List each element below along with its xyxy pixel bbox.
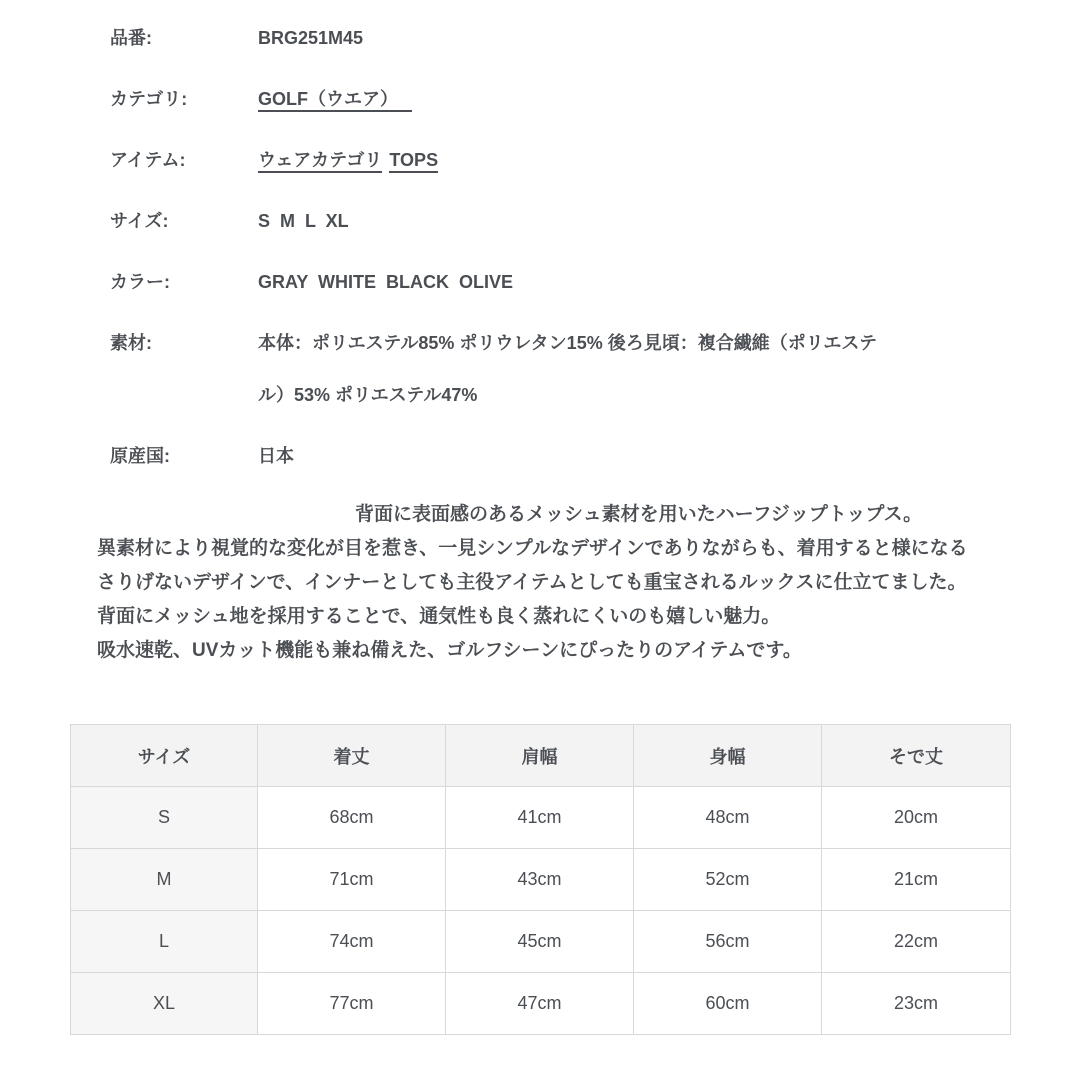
- size-chart-size-cell: M: [71, 849, 258, 911]
- spec-label-material: 素材:: [110, 333, 152, 353]
- size-chart-header-cell: サイズ: [71, 725, 258, 787]
- product-description: [97, 498, 1060, 668]
- size-chart-size-cell: L: [71, 911, 258, 973]
- size-chart-cell: 45cm: [446, 911, 634, 973]
- size-chart-header-cell: 肩幅: [446, 725, 634, 787]
- size-chart-cell: 22cm: [822, 911, 1011, 973]
- spec-row-item: [110, 134, 1080, 186]
- spec-value-material: 本体：ポリエステル85% ポリウレタン15% 後ろ見頃：複合繊維（ポリエステル）53% ポリエステル47%: [258, 333, 877, 405]
- size-chart-cell: 68cm: [258, 787, 446, 849]
- size-chart-header-cell: 身幅: [634, 725, 822, 787]
- size-chart-table: [70, 724, 1011, 1035]
- size-chart-cell: 47cm: [446, 973, 634, 1035]
- spec-row-size: [110, 195, 1080, 247]
- spec-link-item-0[interactable]: ウェアカテゴリ: [258, 150, 382, 173]
- size-chart-cell: 74cm: [258, 911, 446, 973]
- spec-link-item-1[interactable]: TOPS: [389, 150, 438, 173]
- spec-value-origin: 日本: [258, 446, 294, 466]
- size-chart-cell: 60cm: [634, 973, 822, 1035]
- description-line: さりげないデザインで、インナーとしても主役アイテムとしても重宝されるルックスに仕立てました。: [97, 572, 967, 593]
- spec-value-item: [258, 134, 438, 186]
- size-chart-cell: 48cm: [634, 787, 822, 849]
- spec-value-item-number: BRG251M45: [258, 28, 364, 48]
- size-chart-cell: 43cm: [446, 849, 634, 911]
- spec-label-origin: 原産国:: [110, 446, 170, 466]
- size-chart-size-cell: XL: [71, 973, 258, 1035]
- description-line: 吸水速乾、UVカット機能も兼ね備えた、ゴルフシーンにぴったりのアイテムです。: [97, 640, 802, 661]
- spec-label-color: カラー:: [110, 272, 170, 292]
- size-chart-cell: 23cm: [822, 973, 1011, 1035]
- spec-link-category-0[interactable]: GOLF（ウエア）: [258, 89, 412, 112]
- size-chart-header-cell: 着丈: [258, 725, 446, 787]
- spec-value-size: S M L XL: [258, 211, 349, 231]
- size-chart-cell: 41cm: [446, 787, 634, 849]
- spec-row-color: [110, 256, 1080, 308]
- size-chart-cell: 56cm: [634, 911, 822, 973]
- size-chart-header-row: [71, 725, 1011, 787]
- size-chart-size-cell: S: [71, 787, 258, 849]
- size-chart-cell: 77cm: [258, 973, 446, 1035]
- spec-row-material: [110, 317, 1080, 421]
- spec-label-category: カテゴリ:: [110, 89, 188, 109]
- size-chart-row-S: [71, 787, 1011, 849]
- description-line: 背面に表面感のあるメッシュ素材を用いたハーフジップトップス。: [355, 504, 923, 525]
- description-line: 背面にメッシュ地を採用することで、通気性も良く蒸れにくいのも嬉しい魅力。: [97, 606, 781, 627]
- size-chart-header-cell: そで丈: [822, 725, 1011, 787]
- size-chart-cell: 21cm: [822, 849, 1011, 911]
- size-chart-cell: 52cm: [634, 849, 822, 911]
- spec-label-size: サイズ:: [110, 211, 169, 231]
- size-chart-cell: 71cm: [258, 849, 446, 911]
- size-chart-cell: 20cm: [822, 787, 1011, 849]
- size-chart-row-M: [71, 849, 1011, 911]
- size-chart-body: [71, 787, 1011, 1035]
- spec-label-item: アイテム:: [110, 150, 186, 170]
- description-line: 異素材により視覚的な変化が目を惹き、一見シンプルなデザインでありながらも、着用すると様になる: [97, 538, 968, 559]
- size-chart-row-L: [71, 911, 1011, 973]
- size-chart-row-XL: [71, 973, 1011, 1035]
- spec-row-category: [110, 73, 1080, 125]
- spec-row-origin: [110, 430, 1080, 482]
- spec-label-item-number: 品番:: [110, 28, 152, 48]
- spec-row-item-number: [110, 12, 1080, 64]
- spec-value-color: GRAY WHITE BLACK OLIVE: [258, 272, 514, 292]
- spec-value-category: [258, 73, 412, 125]
- product-spec-list: [0, 0, 1080, 482]
